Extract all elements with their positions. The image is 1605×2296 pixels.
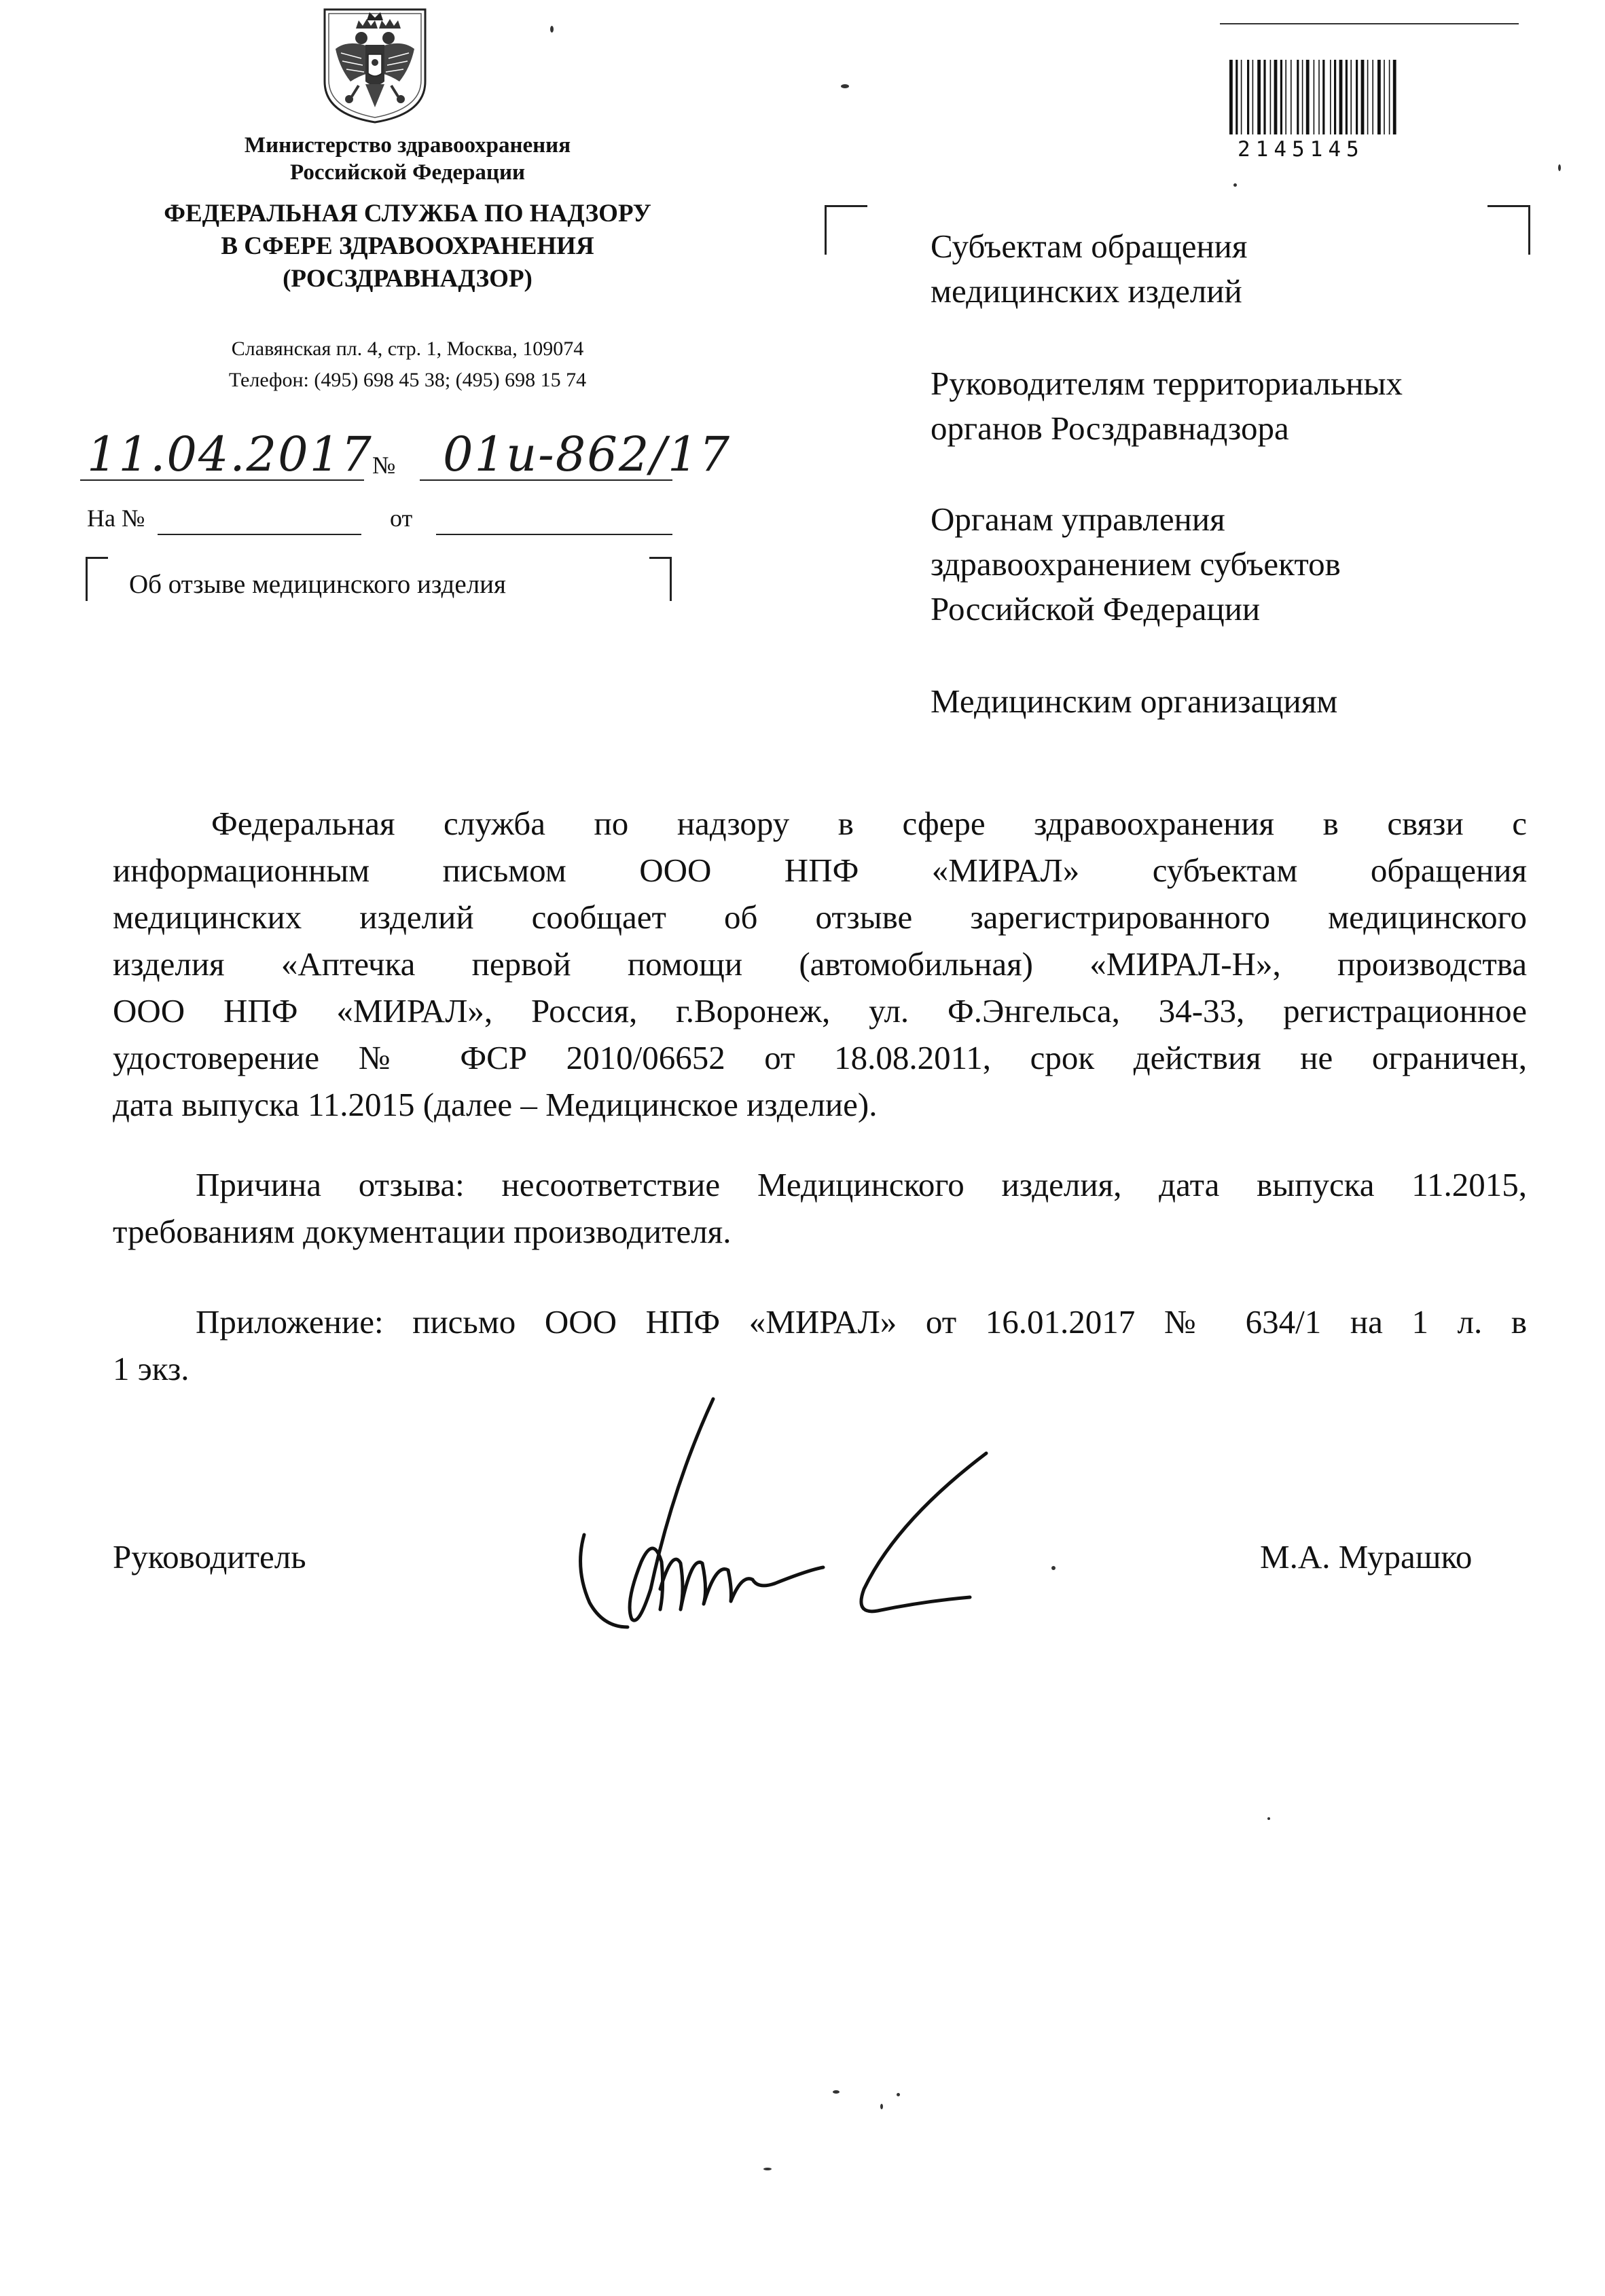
barcode-bar	[1236, 60, 1238, 134]
barcode-bar	[1389, 60, 1390, 134]
recipient-3-line-2: здравоохранением субъектов	[931, 545, 1341, 583]
scan-speck	[763, 2168, 772, 2170]
reply-to-number-line	[158, 534, 361, 535]
paragraph-1-line-1: Федеральная служба по надзору в сфере здравоохранения в связи с	[211, 805, 1527, 842]
registration-number: 01и-862/17	[443, 426, 732, 482]
ministry-name-line1: Министерство здравоохранения	[244, 133, 571, 158]
subject-bracket-right	[649, 557, 672, 601]
scan-speck	[833, 2090, 840, 2094]
barcode-bar	[1247, 60, 1249, 134]
paragraph-2-line-2: требованиям документации производителя.	[113, 1213, 732, 1250]
handwritten-signature	[571, 1385, 1012, 1643]
scan-speck	[550, 26, 554, 33]
paragraph-1-line-2: информационным письмом ООО НПФ «МИРАЛ» субъектам обращения	[113, 852, 1527, 889]
paragraph-1-line-3: медицинских изделий сообщает об отзыве зарегистрированного медицинского	[113, 898, 1527, 936]
recipient-1	[931, 224, 1247, 314]
paragraph-3-line-2: 1 экз.	[113, 1350, 190, 1387]
letter-subject: Об отзыве медицинского изделия	[129, 570, 506, 599]
barcode-bar	[1241, 60, 1242, 134]
paragraph-1-line-5: ООО НПФ «МИРАЛ», Россия, г.Воронеж, ул. Ф.Энгельса, 34-33, регистрационное	[113, 992, 1527, 1029]
barcode-bar	[1346, 60, 1348, 134]
paragraph-1-line-7: дата выпуска 11.2015 (далее – Медицинское изделие).	[113, 1086, 878, 1123]
barcode-top-line	[1220, 23, 1519, 24]
barcode-bar	[1372, 60, 1373, 134]
signer-title: Руководитель	[113, 1538, 306, 1575]
barcode-bar	[1318, 60, 1320, 134]
subject-bracket-left	[86, 557, 108, 601]
barcode-bar	[1377, 60, 1381, 134]
barcode-bar	[1350, 60, 1352, 134]
recipient-4-line-1: Медицинским организациям	[931, 682, 1338, 720]
barcode-bar	[1322, 60, 1324, 134]
barcode-bar	[1257, 60, 1261, 134]
barcode-bar	[1367, 60, 1369, 134]
barcode-bar	[1280, 60, 1282, 134]
body-paragraph-1	[113, 800, 1527, 1128]
recipient-3	[931, 497, 1341, 632]
signer-name: М.А. Мурашко	[1260, 1538, 1473, 1575]
body-paragraph-2	[113, 1161, 1527, 1255]
barcode	[1228, 60, 1429, 141]
barcode-bar	[1334, 60, 1336, 134]
barcode-bar	[1306, 60, 1310, 134]
scan-speck	[880, 2104, 883, 2109]
barcode-bar	[1302, 60, 1303, 134]
scan-speck	[897, 2093, 900, 2096]
recipient-bracket-right	[1487, 205, 1530, 255]
barcode-bar	[1297, 60, 1299, 134]
barcode-bar	[1356, 60, 1358, 134]
paragraph-1-line-4: изделия «Аптечка первой помощи (автомобильная) «МИРАЛ-Н», производства	[113, 945, 1527, 983]
scan-speck	[1233, 183, 1237, 187]
from-label: от	[390, 505, 413, 532]
paragraph-3-line-1: Приложение: письмо ООО НПФ «МИРАЛ» от 16.01.2017 № 634/1 на 1 л. в	[196, 1303, 1527, 1341]
recipient-2-line-1: Руководителям территориальных	[931, 365, 1403, 402]
recipient-2-line-2: органов Росздравнадзора	[931, 409, 1289, 447]
recipient-bracket-left	[825, 205, 867, 255]
scan-speck	[1051, 1566, 1056, 1570]
barcode-bar	[1291, 60, 1292, 134]
scan-speck	[1558, 164, 1561, 171]
barcode-bar	[1285, 60, 1286, 134]
barcode-bar	[1393, 60, 1396, 134]
service-name-line2: В СФЕРЕ ЗДРАВООХРАНЕНИЯ	[221, 232, 594, 260]
paragraph-2-line-1: Причина отзыва: несоответствие Медицинского изделия, дата выпуска 11.2015,	[196, 1166, 1527, 1203]
registration-date: 11.04.2017	[87, 426, 373, 482]
paragraph-1-line-6: удостоверение № ФСР 2010/06652 от 18.08.2011, срок действия не ограничен,	[113, 1039, 1527, 1076]
number-sign: №	[372, 452, 396, 479]
barcode-bar	[1339, 60, 1343, 134]
date-underline	[80, 479, 364, 481]
phone-line: Телефон: (495) 698 45 38; (495) 698 15 74	[228, 369, 587, 391]
body-paragraph-3	[113, 1298, 1527, 1392]
scan-speck	[841, 84, 849, 88]
barcode-bar	[1263, 60, 1265, 134]
reply-from-date-line	[436, 534, 672, 535]
scan-speck	[1267, 1817, 1270, 1820]
barcode-bar	[1384, 60, 1385, 134]
ministry-name-line2: Российской Федерации	[290, 160, 525, 185]
barcode-bar	[1274, 60, 1278, 134]
barcode-bar	[1229, 60, 1233, 134]
recipient-4	[931, 679, 1337, 724]
recipient-3-line-1: Органам управления	[931, 500, 1225, 538]
barcode-bar	[1330, 60, 1331, 134]
barcode-bar	[1252, 60, 1254, 134]
number-underline	[420, 479, 672, 481]
barcode-number: 2145145	[1238, 137, 1365, 162]
recipient-3-line-3: Российской Федерации	[931, 590, 1261, 627]
coat-of-arms-emblem	[321, 5, 429, 125]
service-name-line3: (РОСЗДРАВНАДЗОР)	[283, 265, 533, 293]
barcode-bar	[1314, 60, 1315, 134]
recipient-2	[931, 361, 1403, 451]
recipient-1-line-1: Субъектам обращения	[931, 227, 1248, 265]
recipient-1-line-2: медицинских изделий	[931, 272, 1242, 310]
barcode-bar	[1270, 60, 1272, 134]
barcode-bar	[1361, 60, 1365, 134]
address-line: Славянская пл. 4, стр. 1, Москва, 109074	[231, 338, 584, 360]
service-name-line1: ФЕДЕРАЛЬНАЯ СЛУЖБА ПО НАДЗОРУ	[164, 200, 651, 227]
reply-to-label: На №	[87, 505, 145, 532]
